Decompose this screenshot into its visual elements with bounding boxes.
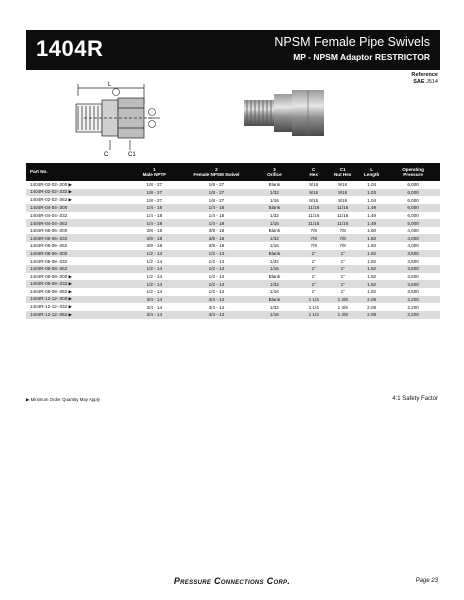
table-cell: 1.92 — [367, 289, 377, 295]
table-cell: 1404R-04-04-.062 — [26, 219, 125, 227]
table-cell: Blank — [250, 204, 300, 212]
table-cell: 1/8 - 27 — [146, 182, 163, 188]
table-cell: 3/4 - 14 — [146, 304, 163, 310]
table-cell: 3,500 — [407, 258, 419, 264]
table-cell: 1 1/4 — [308, 304, 319, 310]
table-cell: 1/8 - 27 — [125, 189, 183, 197]
table-cell: 2.08 — [357, 296, 386, 304]
table-cell: 1404R-08-08-.062 ▶ — [30, 288, 73, 294]
table-cell: 2.08 — [357, 311, 386, 319]
table-row — [26, 212, 440, 220]
table-cell: 1404R-04-04-.000 — [26, 204, 125, 212]
table-row — [26, 234, 440, 242]
table-cell: 3/8 - 18 — [208, 228, 225, 234]
column-header: C Hex — [299, 163, 328, 181]
table-cell: 1404R-08-08-.000 ▶ — [30, 273, 73, 279]
column-header: L Length — [357, 163, 386, 181]
table-cell: 3/8 - 18 — [146, 228, 163, 234]
table-cell: 1/32 — [250, 280, 300, 288]
table-cell: 3/8 - 18 — [146, 243, 163, 249]
table-cell: 1.92 — [357, 250, 386, 258]
table-cell: 1.49 — [367, 212, 377, 218]
table-row — [26, 181, 440, 189]
table-cell: 7/8 — [310, 228, 317, 234]
table-cell: 1/2 - 14 — [183, 250, 249, 258]
table-cell: 1/32 — [269, 212, 279, 218]
table-cell: 11/16 — [299, 219, 328, 227]
table-cell: 6,000 — [386, 189, 440, 197]
reference-label: Reference — [411, 72, 438, 78]
table-cell: 1" — [328, 250, 357, 258]
table-cell: 3/8 - 18 — [208, 243, 225, 249]
table-cell: 1/8 - 27 — [183, 189, 249, 197]
table-cell: 2,200 — [386, 296, 440, 304]
table-cell: 1404R-08-08-.032 ▶ — [26, 280, 125, 288]
fitting-photo — [238, 80, 338, 144]
table-cell: 1.04 — [367, 182, 377, 188]
table-cell: 1 1/4 — [299, 296, 328, 304]
table-cell: 1404R-06-06-.000 — [30, 228, 68, 234]
table-cell: 1.49 — [357, 219, 386, 227]
table-cell: 1.04 — [367, 197, 377, 203]
table-cell: 1/4 - 18 — [183, 204, 249, 212]
table-row — [26, 288, 440, 296]
table-row — [26, 219, 440, 227]
callout-2-icon — [149, 109, 156, 116]
column-header: 3 Orifice — [250, 163, 300, 181]
table-cell: 9/16 — [338, 197, 348, 203]
table-cell: 1/16 — [250, 219, 300, 227]
table-cell: 1.60 — [367, 228, 377, 234]
table-cell: 1/2 - 14 — [125, 280, 183, 288]
table-row — [26, 250, 440, 258]
table-cell: 1.92 — [357, 265, 386, 273]
table-cell: 1/8 - 27 — [208, 197, 225, 203]
table-cell: 1404R-06-06-.062 — [30, 243, 68, 249]
table-cell: 1/4 - 18 — [208, 212, 225, 218]
table-cell: 1/16 — [269, 289, 279, 295]
table-row — [26, 311, 440, 319]
table-cell: 1/32 — [250, 234, 300, 242]
table-cell: 3,500 — [386, 250, 440, 258]
table-cell: 1404R-02-02-.062 ▶ — [30, 197, 73, 203]
table-cell: 3,500 — [407, 274, 419, 279]
table-cell: 4,000 — [407, 243, 419, 249]
footnote: ▶ Minimum Order Quantity May Apply — [26, 397, 100, 402]
product-subtitle: MP - NPSM Adaptor RESTRICTOR — [293, 52, 430, 62]
part-series-title: 1404R — [36, 36, 104, 61]
table-cell: 1" — [311, 274, 316, 279]
callout-1-icon — [113, 89, 120, 96]
table-cell: 11/16 — [299, 204, 328, 212]
table-cell: 1404R-12-12-.062 ▶ — [26, 311, 125, 319]
table-cell: 3/4 - 14 — [125, 311, 183, 319]
table-cell: 1" — [299, 265, 328, 273]
table-cell: 9/16 — [309, 197, 319, 203]
table-cell: 1/32 — [269, 304, 279, 310]
table-cell: 7/8 — [310, 243, 317, 249]
table-cell: 5,000 — [386, 219, 440, 227]
table-cell: 6,000 — [407, 182, 419, 188]
page-header — [26, 30, 440, 70]
table-cell: 1" — [328, 280, 357, 288]
table-cell: 11/16 — [328, 204, 357, 212]
sae-value: J514 — [426, 79, 438, 85]
table-cell: 1" — [340, 258, 345, 264]
table-cell: 1/2 - 14 — [125, 265, 183, 273]
table-header-row — [26, 163, 440, 181]
table-cell: 1404R-04-04-.032 — [30, 212, 68, 218]
table-cell: 3,500 — [386, 265, 440, 273]
table-cell: 1.60 — [357, 234, 386, 242]
table-cell: 3/4 - 14 — [183, 296, 249, 304]
table-cell: 1/2 - 14 — [146, 289, 163, 295]
table-cell: 1" — [311, 258, 316, 264]
table-cell: 7/8 — [328, 234, 357, 242]
table-cell: 11/16 — [328, 219, 357, 227]
table-cell: Blank — [268, 274, 281, 279]
table-cell: 7/8 — [339, 243, 346, 249]
table-cell: 1/4 - 18 — [125, 204, 183, 212]
table-cell: 1/16 — [269, 243, 279, 249]
table-cell: 9/16 — [328, 189, 357, 197]
table-row — [26, 280, 440, 288]
table-cell: 1" — [311, 289, 316, 295]
table-cell: 1404R-08-08-.032 — [30, 258, 68, 264]
table-cell: 1404R-02-02-.000 ▶ — [30, 181, 73, 187]
table-cell: 3/8 - 18 — [125, 234, 183, 242]
table-cell: 9/16 — [299, 189, 328, 197]
table-cell: 1/16 — [250, 311, 300, 319]
table-cell: 1" — [299, 250, 328, 258]
table-cell: 11/16 — [308, 212, 320, 218]
table-cell: Blank — [268, 228, 281, 234]
table-row — [26, 196, 440, 204]
table-cell: 11/16 — [337, 212, 349, 218]
sae-label: SAE — [413, 79, 425, 85]
table-cell: 1" — [328, 265, 357, 273]
table-cell: 1.03 — [357, 189, 386, 197]
table-cell: 1/2 - 14 — [146, 274, 163, 279]
table-cell: 1/4 - 18 — [125, 219, 183, 227]
table-row — [26, 265, 440, 273]
table-cell: 1 3/8 — [328, 296, 357, 304]
table-cell: 1/2 - 14 — [146, 258, 163, 264]
table-cell: 1.49 — [357, 204, 386, 212]
table-cell: 3,500 — [386, 280, 440, 288]
table-row — [26, 227, 440, 235]
table-cell: 1.92 — [367, 258, 377, 264]
table-cell: 1/8 - 27 — [208, 182, 225, 188]
table-cell: 3/4 - 14 — [208, 304, 225, 310]
table-row — [26, 189, 440, 197]
table-cell: 1404R-08-08-.062 — [26, 265, 125, 273]
table-cell: 4,000 — [386, 234, 440, 242]
reference-block — [411, 72, 438, 86]
table-cell: 1/2 - 14 — [208, 274, 225, 279]
reference-standard — [411, 79, 438, 86]
table-cell: 1/2 - 14 — [183, 265, 249, 273]
table-cell: 7/8 — [299, 234, 328, 242]
table-cell: 9/16 — [309, 182, 319, 188]
column-header: Part No. — [26, 163, 125, 181]
table-cell: 3/8 - 18 — [183, 234, 249, 242]
table-cell: 1/4 - 18 — [146, 212, 163, 218]
table-cell: 1/2 - 14 — [208, 258, 225, 264]
table-cell: 1" — [299, 280, 328, 288]
table-cell: 3/4 - 14 — [125, 296, 183, 304]
table-cell: 1" — [340, 274, 345, 279]
table-cell: 1/16 — [269, 197, 279, 203]
table-cell: 6,000 — [386, 204, 440, 212]
table-cell: 1/2 - 14 — [208, 289, 225, 295]
table-cell: 1.92 — [357, 280, 386, 288]
product-title: NPSM Female Pipe Swivels — [274, 35, 430, 49]
table-cell: 1404R-02-02-.032 ▶ — [26, 189, 125, 197]
table-cell: 4,000 — [407, 228, 419, 234]
column-header: 1 Male NPTF — [125, 163, 183, 181]
safety-factor: 4:1 Safety Factor — [392, 396, 438, 402]
table-cell: 1" — [340, 289, 345, 295]
table-cell: 6,000 — [407, 197, 419, 203]
table-row — [26, 257, 440, 265]
column-header: 2 Female NPSM Swivel — [183, 163, 249, 181]
column-header: C1 Nut Hex — [328, 163, 357, 181]
table-cell: 2,200 — [386, 311, 440, 319]
table-cell: 1/32 — [269, 258, 279, 264]
table-cell: 1404R-12-12-.000 ▶ — [26, 296, 125, 304]
table-cell: Blank — [250, 250, 300, 258]
table-cell: 1/4 - 18 — [183, 219, 249, 227]
dimension-c-label: C — [104, 152, 109, 158]
table-cell: 3,500 — [407, 289, 419, 295]
table-cell: 1/16 — [250, 265, 300, 273]
column-header: Operating Pressure — [386, 163, 440, 181]
table-cell: 1.60 — [367, 243, 377, 249]
table-cell: 6,000 — [407, 212, 419, 218]
table-cell: 1404R-06-06-.032 — [26, 234, 125, 242]
company-name: Pressure Connections Corp. — [173, 576, 291, 586]
table-cell: 1 3/8 — [337, 304, 348, 310]
table-cell: 1404R-12-12-.032 ▶ — [30, 304, 73, 310]
table-row — [26, 303, 440, 311]
table-cell: 7/8 — [339, 228, 346, 234]
table-row — [26, 204, 440, 212]
table-cell: Blank — [268, 182, 281, 188]
dimension-l-label: L — [108, 82, 112, 88]
table-row — [26, 242, 440, 250]
table-cell: 1/2 - 14 — [183, 280, 249, 288]
table-cell: 9/16 — [338, 182, 348, 188]
table-cell: 1 3/8 — [328, 311, 357, 319]
table-cell: Blank — [250, 296, 300, 304]
fitting-diagram — [64, 78, 164, 160]
table-cell: 1/2 - 14 — [125, 250, 183, 258]
dimension-c1-label: C1 — [128, 152, 136, 158]
table-cell: 1/8 - 27 — [146, 197, 163, 203]
table-cell: 3/4 - 14 — [183, 311, 249, 319]
table-cell: 1404R-08-06-.000 — [26, 250, 125, 258]
specifications-table — [26, 163, 440, 319]
table-cell: 1 1/4 — [299, 311, 328, 319]
table-row — [26, 273, 440, 281]
table-cell: 1/32 — [250, 189, 300, 197]
page-number: Page 23 — [415, 578, 438, 584]
table-row — [26, 296, 440, 304]
table-cell: 1.92 — [367, 274, 377, 279]
table-cell: 2,200 — [407, 304, 419, 310]
callout-3-icon — [149, 121, 156, 128]
table-cell: 2.08 — [367, 304, 377, 310]
